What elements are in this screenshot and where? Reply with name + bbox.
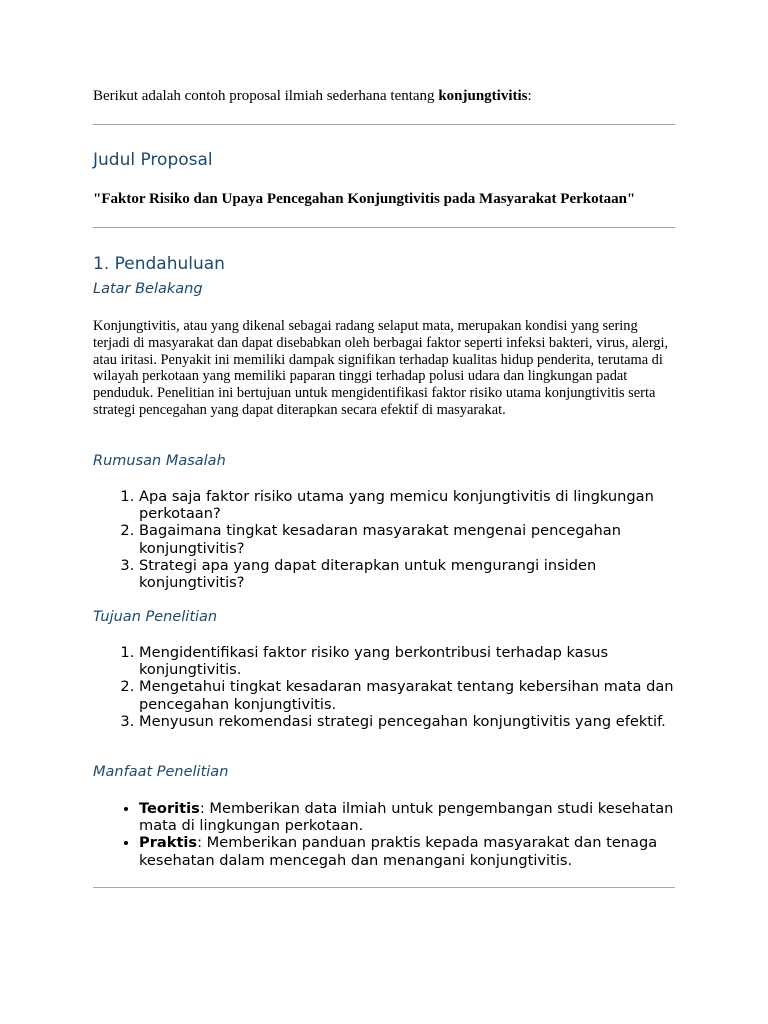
list-item: 1. Apa saja faktor risiko utama yang memicu konjungtivitis di lingkungan perkotaan?: [139, 488, 675, 522]
heading-manfaat-penelitian: Manfaat Penelitian: [93, 764, 229, 780]
intro-bold-term: konjungtivitis: [438, 88, 528, 104]
intro-paragraph: [93, 86, 675, 106]
benefit-term: Praktis: [139, 834, 198, 852]
divider: [93, 887, 675, 888]
benefits-list: [93, 800, 675, 869]
heading-judul-proposal: Judul Proposal: [93, 150, 213, 170]
divider: [93, 124, 675, 125]
heading-latar-belakang: Latar Belakang: [93, 281, 203, 297]
benefit-description: : Memberikan data ilmiah untuk pengembangan studi kesehatan mata di lingkungan perkotaan.: [139, 800, 674, 835]
intro-colon: :: [527, 88, 532, 104]
proposal-title: "Faktor Risiko dan Upaya Pencegahan Konjungtivitis pada Masyarakat Perkotaan": [93, 191, 636, 207]
objectives-list: [93, 644, 675, 730]
intro-text: Berikut adalah contoh proposal ilmiah sederhana tentang: [93, 88, 439, 104]
list-item: [139, 834, 675, 868]
benefit-term: Teoritis: [139, 800, 200, 817]
list-item: 2. Bagaimana tingkat kesadaran masyarakat mengenai pencegahan konjungtivitis?: [139, 522, 675, 556]
list-item: 3. Menyusun rekomendasi strategi pencegahan konjungtivitis yang efektif.: [139, 713, 675, 730]
heading-tujuan-penelitian: Tujuan Penelitian: [93, 609, 218, 625]
list-item: 3. Strategi apa yang dapat diterapkan untuk mengurangi insiden konjungtivitis?: [139, 557, 675, 591]
heading-rumusan-masalah: Rumusan Masalah: [93, 453, 226, 469]
list-item: 1. Mengidentifikasi faktor risiko yang berkontribusi terhadap kasus konjungtivitis.: [139, 644, 675, 678]
heading-pendahuluan: 1. Pendahuluan: [93, 254, 225, 274]
problems-list: [93, 488, 675, 591]
list-item: 2. Mengetahui tingkat kesadaran masyarakat tentang kebersihan mata dan pencegahan konjungtivitis.: [139, 678, 675, 712]
divider: [93, 227, 675, 228]
background-paragraph: Konjungtivitis, atau yang dikenal sebagai radang selaput mata, merupakan kondisi yang sering terjadi di masyarakat dan dapat disebabkan oleh berbagai faktor seperti infeksi bakteri, virus, alergi, atau iritasi. Penyakit ini memiliki dampak signifikan terhadap kualitas hidup penderita, terutama di wilayah perkotaan yang memiliki paparan tinggi terhadap polusi udara dan lingkungan padat penduduk. Penelitian ini bertujuan untuk mengidentifikasi faktor risiko utama konjungtivitis serta strategi pencegahan yang dapat diterapkan secara efektif di masyarakat.: [93, 318, 669, 418]
list-item: [139, 800, 675, 834]
benefit-description: : Memberikan panduan praktis kepada masyarakat dan tenaga kesehatan dalam mencegah dan menangani konjungtivitis.: [139, 834, 658, 869]
